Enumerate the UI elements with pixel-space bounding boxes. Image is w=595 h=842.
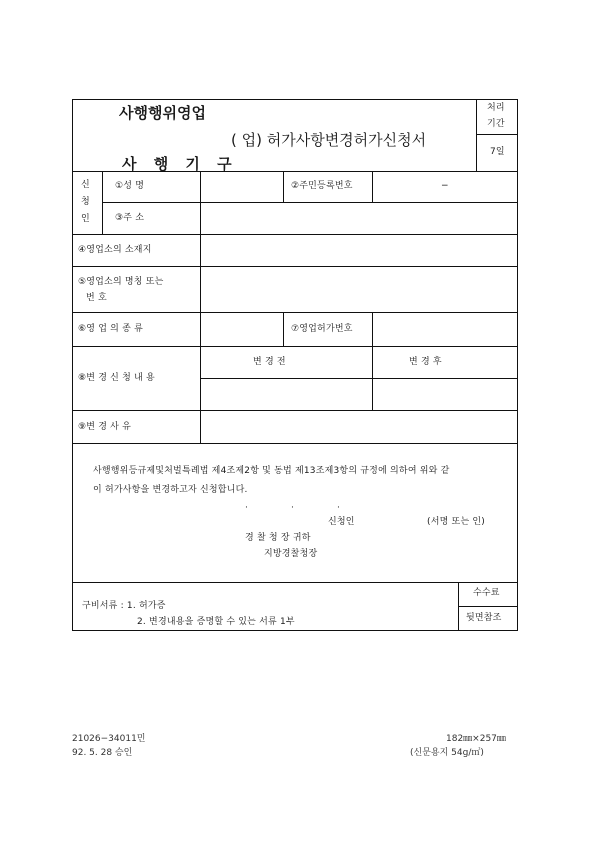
location-label: ④영업소의 소재지	[78, 245, 152, 255]
shop-name-label-2: 번 호	[86, 293, 107, 303]
processing-divider	[476, 99, 477, 171]
row-line-10	[72, 582, 518, 583]
date-dot-1: ·	[245, 503, 248, 513]
row-line-8	[72, 410, 518, 411]
rrn-label-left	[283, 171, 284, 202]
business-type-label: ⑥영 업 의 종 류	[78, 324, 143, 334]
row-line-1	[72, 171, 518, 172]
documents-label: 구비서류 : 1. 허가증	[82, 601, 166, 611]
change-content-label: ⑧변 경 신 청 내 용	[78, 373, 155, 383]
address-label: ③주 소	[115, 213, 145, 223]
applicant-group-char2: 청	[81, 197, 90, 207]
signature-label: (서명 또는 인)	[427, 517, 486, 527]
rrn-label: ②주민등록번호	[291, 181, 353, 191]
processing-label-bottom: 기간	[487, 119, 505, 129]
row-line-7	[200, 378, 518, 379]
reason-label: ⑨변 경 사 유	[78, 422, 132, 432]
applicant-sign-label: 신청인	[328, 517, 355, 527]
row-line-6	[72, 346, 518, 347]
permit-label-right	[372, 312, 373, 346]
footer-paper: (신문용지 54g/㎡)	[410, 748, 484, 758]
footer-size: 182㎜×257㎜	[446, 734, 506, 744]
fee-value: 뒷면참조	[466, 613, 502, 623]
permit-no-label: ⑦영업허가번호	[291, 324, 353, 334]
row-line-4	[72, 266, 518, 267]
statement-line2: 이 허가사항을 변경하고자 신청합니다.	[93, 485, 248, 495]
applicant-group-char1: 신	[81, 180, 90, 190]
rrn-label-right	[372, 171, 373, 202]
row-line-9	[72, 443, 518, 444]
row-line-3	[72, 234, 518, 235]
footer-code: 21026−34011민	[72, 734, 146, 744]
applicant-group-char3: 인	[81, 214, 90, 224]
row-line-5	[72, 312, 518, 313]
statement-line1: 사행행위등규제및처벌특례법 제4조제2항 및 동법 제13조제3항의 규정에 의하여 위와 같	[93, 466, 450, 476]
label-column-divider	[200, 171, 201, 443]
title-line2: ( 업) 허가사항변경허가신청서	[231, 131, 427, 149]
title-line3: 사 행 기 구	[122, 155, 238, 173]
processing-value: 7일	[490, 147, 505, 157]
shop-name-label-1: ⑤영업소의 명칭 또는	[78, 277, 164, 287]
title-line1: 사행행위영업	[119, 104, 206, 122]
fee-hline	[458, 606, 518, 607]
fee-divider	[458, 582, 459, 631]
row-line-2	[102, 202, 518, 203]
permit-label-left	[283, 312, 284, 346]
date-dot-3: ·	[337, 503, 340, 513]
before-after-divider	[372, 346, 373, 410]
addressee-2: 지방경찰청장	[264, 549, 318, 559]
after-label: 변 경 후	[409, 357, 442, 367]
fee-label: 수수료	[473, 588, 500, 598]
documents-item2: 2. 변경내용을 증명할 수 있는 서류 1부	[137, 617, 295, 627]
processing-hline	[476, 134, 518, 135]
date-dot-2: ·	[291, 503, 294, 513]
processing-label-top: 처리	[487, 103, 505, 113]
applicant-group-divider	[102, 171, 103, 234]
before-label: 변 경 전	[253, 357, 286, 367]
rrn-value: −	[441, 181, 449, 191]
addressee-1: 경 찰 청 장 귀하	[245, 533, 311, 543]
name-label: ①성 명	[115, 181, 145, 191]
footer-approval: 92. 5. 28 승인	[72, 748, 133, 758]
